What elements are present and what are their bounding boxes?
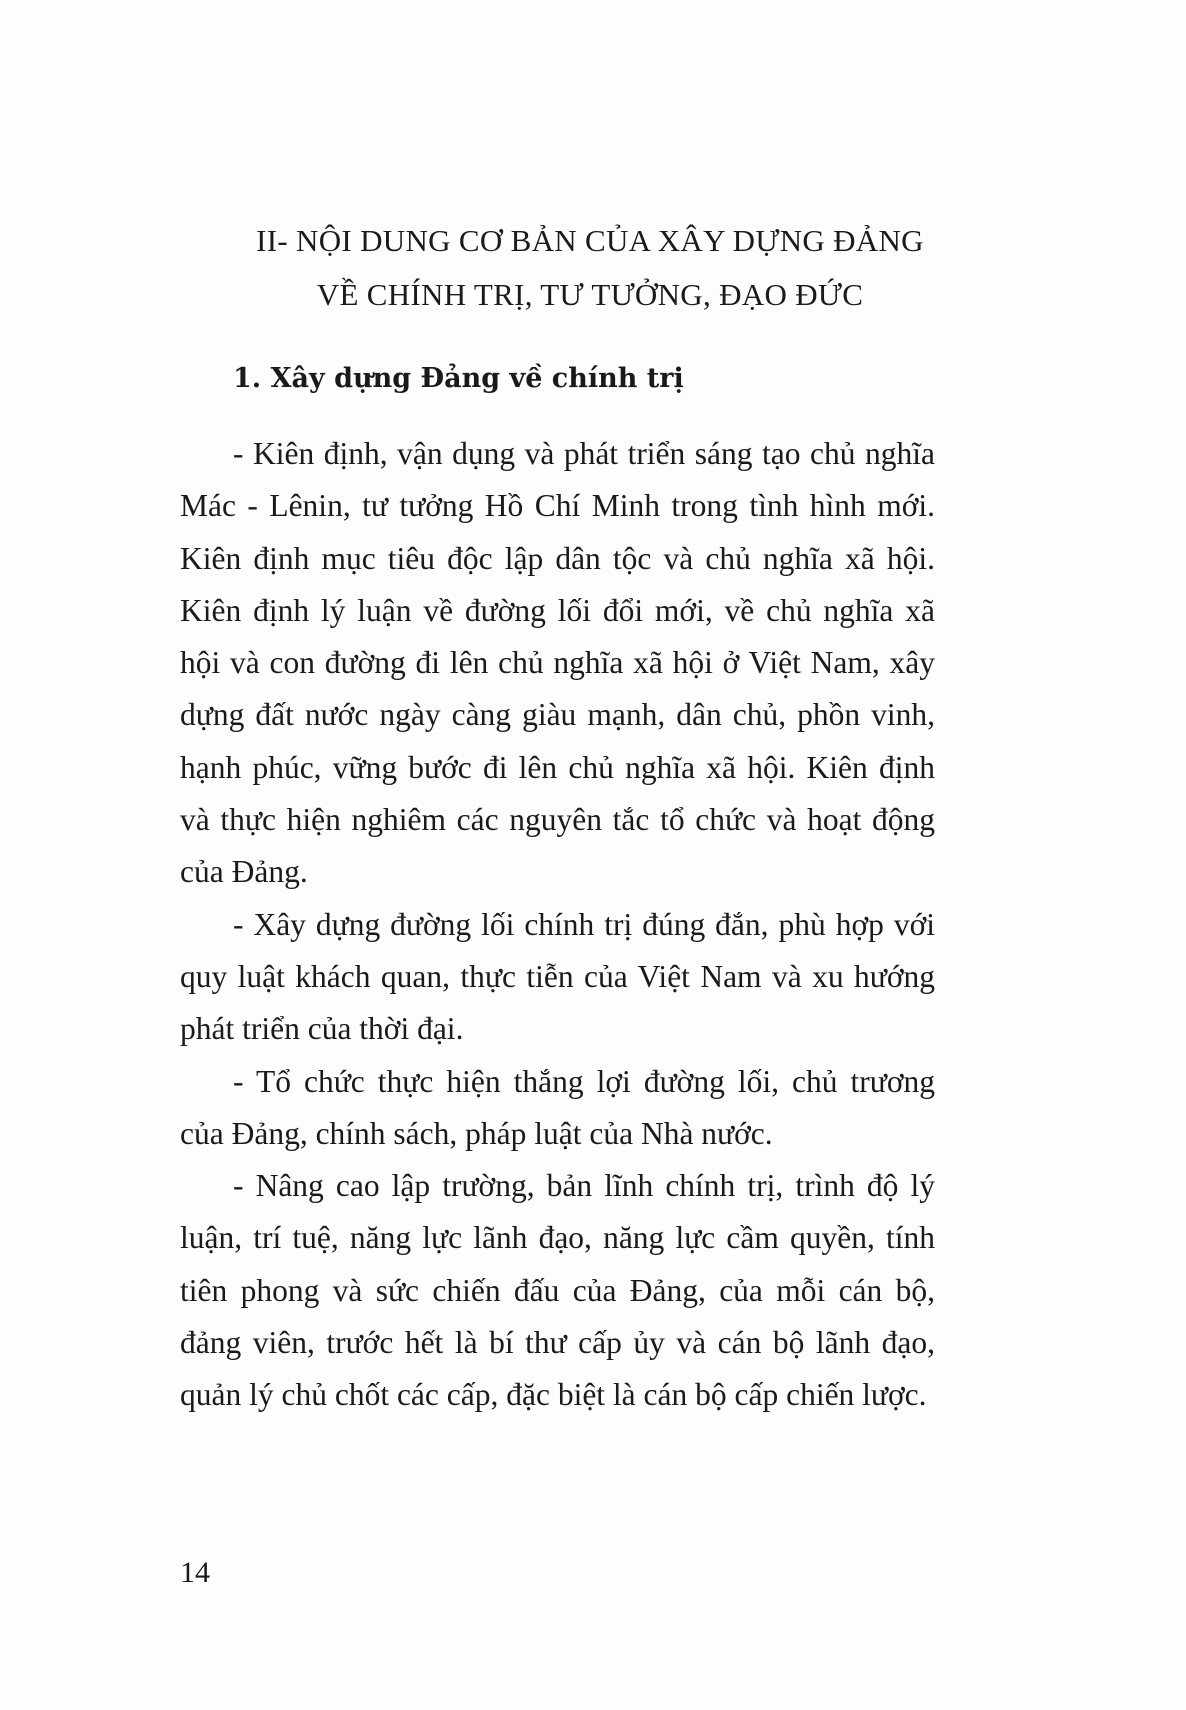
paragraph: - Kiên định, vận dụng và phát triển sáng tạo chủ nghĩa Mác - Lênin, tư tưởng Hồ Chí Minh trong tình hình mới. Kiên định mục tiêu độc lập dân tộc và chủ nghĩa xã hội. Kiên định lý luận về đường lối đổi mới, về chủ nghĩa xã hội và con đường đi lên chủ nghĩa xã hội ở Việt Nam, xây dựng đất nước ngày càng giàu mạnh, dân chủ, phồn vinh, hạnh phúc, vững bước đi lên chủ nghĩa xã hội. Kiên định và thực hiện nghiêm các nguyên tắc tổ chức và hoạt động của Đảng. bbox=[180, 436, 935, 890]
section-title: 1. Xây dựng Đảng về chính trị bbox=[233, 363, 684, 394]
chapter-heading-line-1: II- NỘI DUNG CƠ BẢN CỦA XÂY DỰNG ĐẢNG bbox=[256, 223, 924, 258]
body-text bbox=[180, 428, 935, 1422]
paragraph: - Tổ chức thực hiện thắng lợi đường lối, chủ trương của Đảng, chính sách, pháp luật của Nhà nước. bbox=[180, 1063, 935, 1151]
paragraph: - Xây dựng đường lối chính trị đúng đắn, phù hợp với quy luật khách quan, thực tiễn của Việt Nam và xu hướng phát triển của thời đại. bbox=[180, 906, 935, 1047]
page-number: 14 bbox=[180, 1556, 210, 1589]
chapter-heading-line-2: VỀ CHÍNH TRỊ, TƯ TƯỞNG, ĐẠO ĐỨC bbox=[316, 277, 864, 312]
paragraph: - Nâng cao lập trường, bản lĩnh chính trị, trình độ lý luận, trí tuệ, năng lực lãnh đạo, năng lực cầm quyền, tính tiên phong và sức chiến đấu của Đảng, của mỗi cán bộ, đảng viên, trước hết là bí thư cấp ủy và cán bộ lãnh đạo, quản lý chủ chốt các cấp, đặc biệt là cán bộ cấp chiến lược. bbox=[180, 1168, 935, 1413]
